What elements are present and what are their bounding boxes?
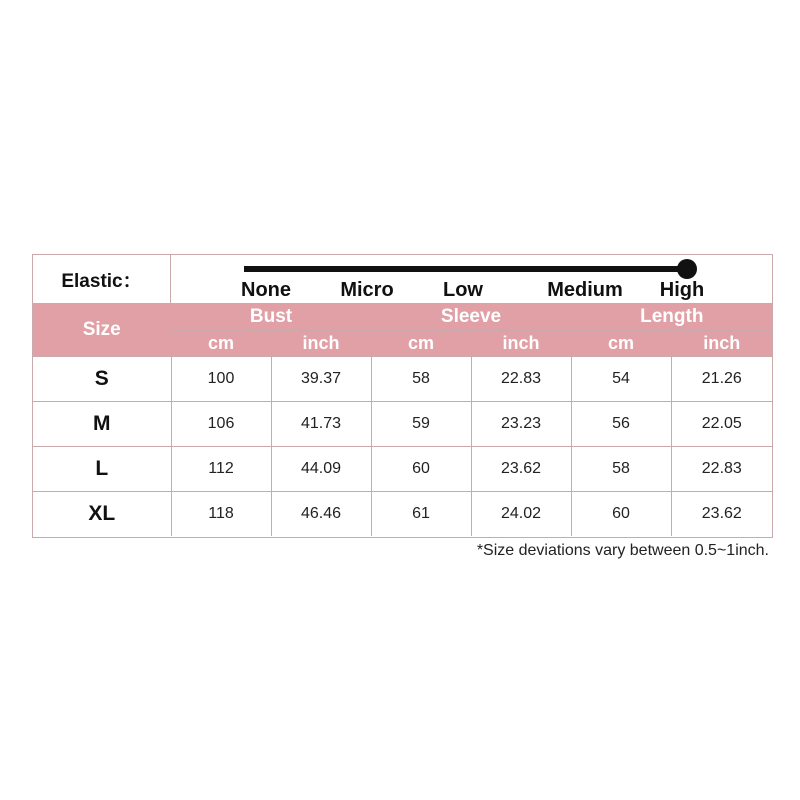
sleeve-header: Sleeve — [371, 303, 571, 331]
elastic-scale-bar — [244, 266, 687, 272]
elastic-label: Elastic： — [33, 255, 171, 303]
table-cell: 106 — [171, 402, 271, 447]
table-cell: 112 — [171, 447, 271, 492]
table-cell: 118 — [171, 492, 271, 537]
table-cell: 58 — [371, 357, 471, 402]
table-cell: 41.73 — [271, 402, 371, 447]
table-cell: 60 — [371, 447, 471, 492]
table-cell: 100 — [171, 357, 271, 402]
unit-header: inch — [471, 331, 571, 357]
bust-header: Bust — [171, 303, 371, 331]
size-cell: XL — [33, 492, 171, 537]
table-cell: 22.83 — [671, 447, 772, 492]
table-cell: 59 — [371, 402, 471, 447]
unit-header: cm — [171, 331, 271, 357]
size-deviation-note: *Size deviations vary between 0.5~1inch. — [476, 542, 769, 559]
table-cell: 23.23 — [471, 402, 571, 447]
unit-header: cm — [571, 331, 671, 357]
table-cell: 56 — [571, 402, 671, 447]
table-row — [33, 402, 772, 447]
table-cell: 22.05 — [671, 402, 772, 447]
length-header: Length — [571, 303, 772, 331]
table-cell: 24.02 — [471, 492, 571, 537]
unit-header: cm — [371, 331, 471, 357]
size-table — [33, 303, 772, 536]
table-cell: 46.46 — [271, 492, 371, 537]
table-cell: 44.09 — [271, 447, 371, 492]
table-cell: 22.83 — [471, 357, 571, 402]
elastic-row — [33, 255, 772, 304]
size-chart — [32, 254, 773, 538]
table-cell: 23.62 — [671, 492, 772, 537]
table-cell: 54 — [571, 357, 671, 402]
table-header-row — [33, 303, 772, 331]
table-row — [33, 492, 772, 537]
unit-header: inch — [271, 331, 371, 357]
elastic-level-marker — [677, 259, 697, 279]
table-cell: 23.62 — [471, 447, 571, 492]
table-cell: 39.37 — [271, 357, 371, 402]
size-column-header: Size — [33, 303, 171, 357]
size-cell: L — [33, 447, 171, 492]
table-cell: 60 — [571, 492, 671, 537]
elastic-level-medium: Medium — [547, 279, 623, 301]
table-cell: 58 — [571, 447, 671, 492]
size-cell: M — [33, 402, 171, 447]
elastic-level-micro: Micro — [340, 279, 394, 301]
unit-header: inch — [671, 331, 772, 357]
elastic-level-none: None — [241, 279, 291, 301]
table-cell: 21.26 — [671, 357, 772, 402]
table-row — [33, 357, 772, 402]
table-row — [33, 447, 772, 492]
table-cell: 61 — [371, 492, 471, 537]
size-cell: S — [33, 357, 171, 402]
elastic-level-high: High — [659, 279, 705, 301]
elastic-level-low: Low — [443, 279, 483, 301]
